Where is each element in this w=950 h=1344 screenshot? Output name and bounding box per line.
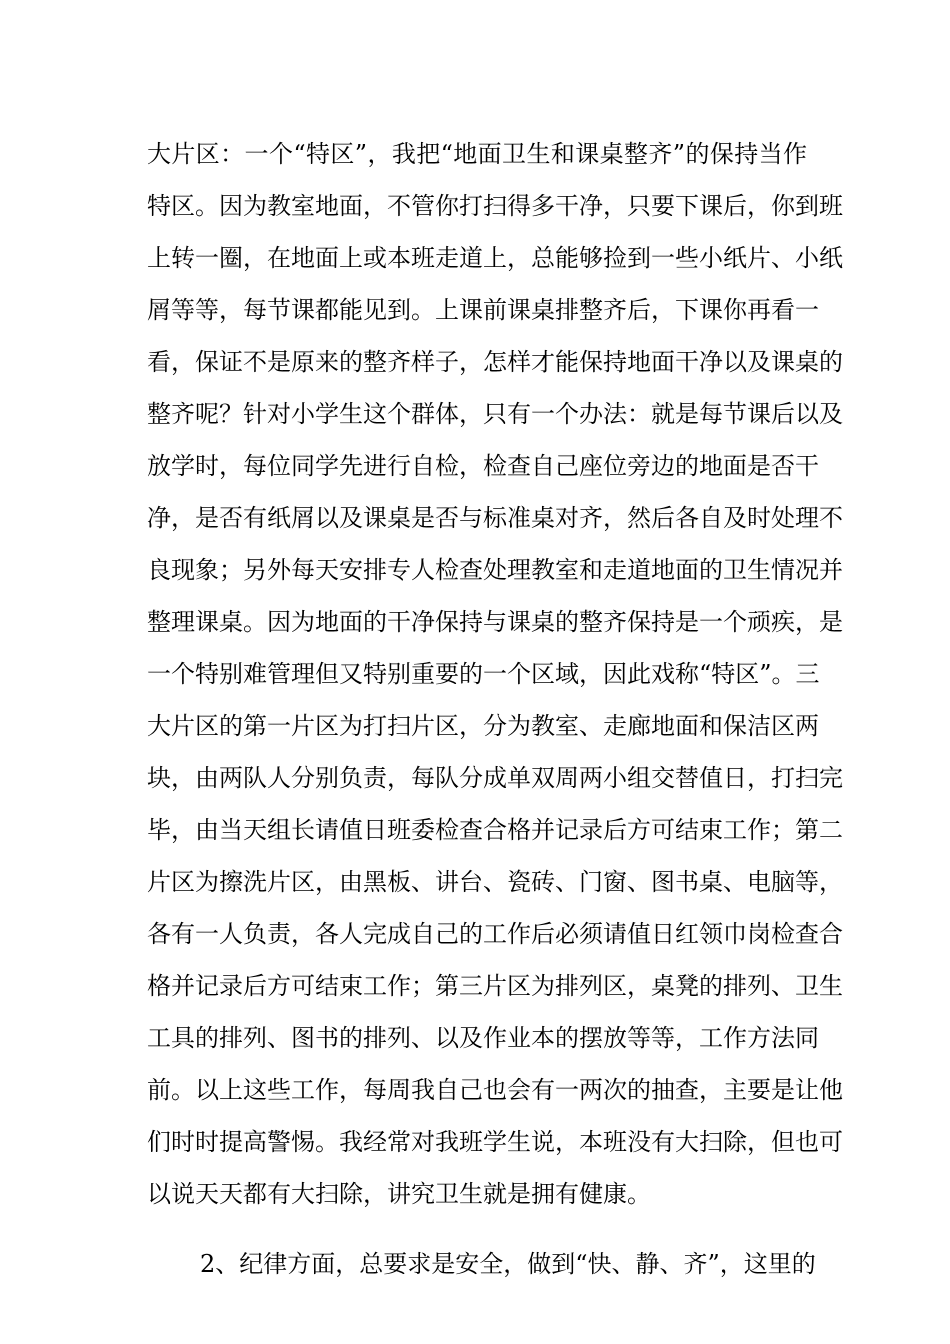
text-line: 格并记录后方可结束工作；第三片区为排列区，桌凳的排列、卫生: [147, 972, 843, 1000]
text-line: 良现象；另外每天安排专人检查处理教室和走道地面的卫生情况并: [147, 556, 843, 584]
text-line: 屑等等，每节课都能见到。上课前课桌排整齐后，下课你再看一: [147, 296, 819, 324]
text-line: 各有一人负责，各人完成自己的工作后必须请值日红领巾岗检查合: [147, 920, 843, 948]
text-line: 片区为擦洗片区，由黑板、讲台、瓷砖、门窗、图书桌、电脑等，: [147, 868, 843, 896]
text-line: 整理课桌。因为地面的干净保持与课桌的整齐保持是一个顽疾，是: [147, 608, 843, 636]
text-line: 2、纪律方面，总要求是安全，做到“快、静、齐”，这里的: [200, 1250, 816, 1278]
text-line: 一个特别难管理但又特别重要的一个区域，因此戏称“特区”。三: [147, 660, 820, 688]
text-line: 大片区的第一片区为打扫片区，分为教室、走廊地面和保洁区两: [147, 712, 819, 740]
document-body: [147, 128, 843, 1290]
text-line: 净，是否有纸屑以及课桌是否与标准桌对齐，然后各自及时处理不: [147, 504, 843, 532]
text-line: 们时时提高警惕。我经常对我班学生说，本班没有大扫除，但也可: [147, 1128, 843, 1156]
paragraph-spacer: [147, 1220, 807, 1238]
paragraph-2: [147, 1238, 816, 1290]
text-line: 看，保证不是原来的整齐样子，怎样才能保持地面干净以及课桌的: [147, 348, 843, 376]
text-line: 特区。因为教室地面，不管你打扫得多干净，只要下课后，你到班: [147, 192, 843, 220]
text-line: 大片区：一个“特区”，我把“地面卫生和课桌整齐”的保持当作: [147, 140, 807, 168]
text-line: 工具的排列、图书的排列、以及作业本的摆放等等，工作方法同: [147, 1024, 819, 1052]
text-line: 整齐呢？针对小学生这个群体，只有一个办法：就是每节课后以及: [147, 400, 843, 428]
text-line: 上转一圈，在地面上或本班走道上，总能够捡到一些小纸片、小纸: [147, 244, 843, 272]
text-line: 放学时，每位同学先进行自检，检查自己座位旁边的地面是否干: [147, 452, 819, 480]
text-line: 以说天天都有大扫除，讲究卫生就是拥有健康。: [147, 1180, 651, 1208]
text-line: 块，由两队人分别负责，每队分成单双周两小组交替值日，打扫完: [147, 764, 843, 792]
paragraph-1: [147, 128, 843, 1220]
text-line: 前。以上这些工作，每周我自己也会有一两次的抽查，主要是让他: [147, 1076, 843, 1104]
text-line: 毕，由当天组长请值日班委检查合格并记录后方可结束工作；第二: [147, 816, 843, 844]
